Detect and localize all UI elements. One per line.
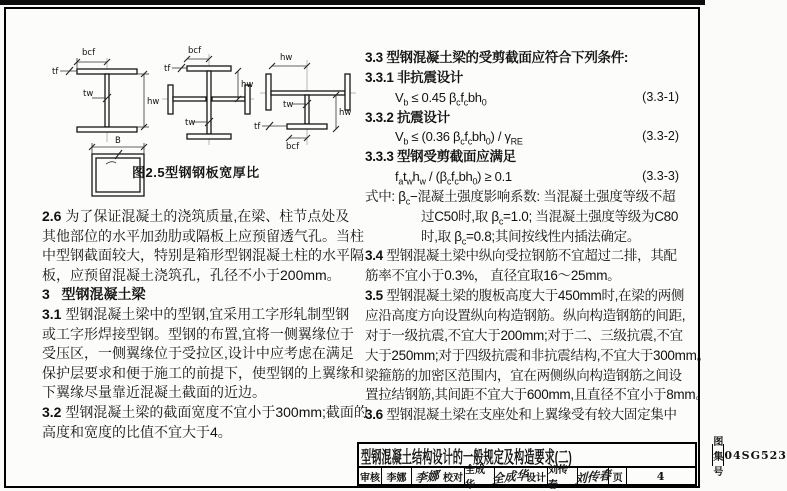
text-line: 时,取 $\beta_c=0.8$;其间按线性内插法确定。 [421, 228, 641, 247]
dim-label-tf: tf [52, 67, 59, 77]
text-line: 3.3 型钢混凝土梁的受剪截面应符合下列条件: [365, 50, 629, 65]
text-line: 3.5 型钢混凝土梁的腹板高度大于450mm时,在梁的两侧 [365, 288, 685, 304]
text-line: 式中: $\beta_c-$混凝土强度影响系数: 当混凝土强度等级不超 [365, 188, 676, 207]
text-line: 对于一级抗震,不宜大于200mm;对于二、三级抗震,不宜 [365, 327, 683, 343]
text-line: 过C50时,取 $\beta_c=1.0$; 当混凝土强度等级为C80 [421, 208, 679, 227]
text-line: 3.4 型钢混凝土梁中纵向受拉钢筋不宜超过二排，其配 [365, 248, 677, 264]
role-label: 设计 [526, 472, 546, 484]
text-line: 其他部位的水平加劲肋或隔板上应预留透气孔。当柱 [42, 227, 364, 244]
scan-edge-artifact [0, 0, 705, 5]
handwritten-signature: 李娜 [411, 468, 442, 484]
text-line: 筋率不宜小于0.3%， 直径宜取16～25mm。 [365, 268, 621, 284]
text-line: 板，应预留混凝土浇筑孔，孔径不小于200mm。 [42, 266, 341, 283]
printed-name: 刘传春 [547, 468, 577, 484]
sheet-title: 型钢混凝土结构设计的一般规定及构造要求(二) [361, 447, 572, 467]
text-line: 高度和宽度的比值不宜大于4。 [42, 423, 232, 440]
title-block [357, 436, 787, 491]
dim-label-bcf: bcf [82, 48, 96, 58]
text-line: 3.3.1 非抗震设计 [365, 69, 463, 85]
approval-group [525, 465, 611, 491]
sheet-title-cell [359, 444, 712, 466]
title-block-bottom-row [359, 465, 695, 491]
dim-label-tw: tw [83, 89, 94, 99]
left-text-column [42, 207, 368, 442]
printed-name: 李娜 [381, 468, 411, 484]
page-no-value: 4 [626, 468, 695, 484]
text-line: 3.6 型钢混凝土梁在支座处和上翼缘受有较大固定集中 [365, 407, 677, 423]
dim-label-tw: tw [185, 118, 196, 128]
dim-label-bcf: bcf [286, 142, 300, 152]
role-label: 校对 [443, 472, 463, 484]
dim-label-bcf: bcf [188, 46, 202, 56]
rotated-h-with-tee-section [254, 53, 356, 152]
equation-number: (3.3-2) [642, 129, 679, 144]
text-line: 受压区，一侧翼缘位于受拉区,设计中应考虑在满足 [42, 345, 354, 362]
text-line: 3.3.2 抗震设计 [365, 109, 450, 125]
text-line: 置拉结钢筋,其间距不宜大于600mm,且直径不宜小于8mm。 [365, 387, 709, 403]
text-line: 2.6 为了保证混凝土的浇筑质量,在梁、柱节点处及 [42, 208, 350, 224]
right-text-column [365, 48, 710, 425]
dim-label-hw2: hw [339, 108, 352, 118]
text-line: 3.1 型钢混凝土梁中的型钢,宜采用工字形轧制型钢 [42, 305, 350, 322]
text-line: 梁箍筋的加密区范围内，宜在两侧纵向构造钢筋之间设 [365, 367, 682, 383]
text-line: $V_b \le (0.36$ $\beta_cf_cbh_0) / \gamma_{RE}$ (3.3-2) [395, 129, 679, 147]
dim-label-tf: tf [164, 64, 171, 74]
dim-label-B: B [115, 136, 121, 146]
text-line: 3 型钢混凝土梁 [42, 286, 146, 303]
approval-cells [359, 465, 611, 491]
figure-2-5-steel-sections-diagram [40, 42, 362, 207]
handwritten-signature: 刘传春 [575, 467, 611, 486]
text-line: $V_b \le 0.45$ $\beta_cf_cbh_0$ (3.3-1) [395, 89, 679, 108]
equation-number: (3.3-1) [642, 89, 679, 104]
dim-label-tf: tf [254, 122, 261, 132]
text-line: 下翼缘尽量靠近混凝土截面的近边。 [42, 384, 266, 401]
printed-name: 全成华 [464, 468, 494, 484]
dim-label-hw: hw [280, 53, 293, 63]
text-line: 保护层要求和便于施工的前提下，使型钢的上翼缘和 [42, 364, 364, 381]
approval-group [359, 468, 442, 484]
atlas-no-value: 04SG523 [723, 444, 787, 466]
text-line: 大于250mm;对于四级抗震和非抗震结构,不宜大于300mm。 [365, 347, 710, 363]
atlas-no-label: 图集号 [713, 436, 724, 478]
dim-label-hw: hw [241, 80, 254, 90]
page-no-label: 页 [608, 468, 626, 484]
figure-caption: 图2.5型钢钢板宽厚比 [132, 165, 260, 180]
text-line: 中型钢截面较大，特别是箱形型钢混凝土柱的水平隔 [42, 247, 364, 264]
text-line: $f_at_wh_w / (\beta_cf_cbh_0) \ge 0.1$ (3.3-3) [395, 169, 679, 187]
text-line: 3.3.3 型钢受剪截面应满足 [365, 149, 516, 165]
i-beam-section [52, 48, 159, 142]
handwritten-signature: 全成华 [492, 467, 528, 486]
dim-label-hw: hw [147, 97, 160, 107]
approval-group [442, 465, 528, 491]
text-line: 3.2 型钢混凝土梁的截面宽度不宜小于300mm;截面的 [42, 403, 368, 420]
equation-number: (3.3-3) [642, 169, 679, 184]
text-line: 应沿高度方向设置纵向构造钢筋。纵向构造钢筋的间距, [365, 307, 686, 323]
role-label: 审核 [360, 472, 380, 484]
text-line: 或工字形焊接型钢。型钢的布置,宜将一侧翼缘位于 [42, 325, 354, 342]
cross-section [162, 46, 254, 145]
dim-label-tw: tw [283, 100, 294, 110]
